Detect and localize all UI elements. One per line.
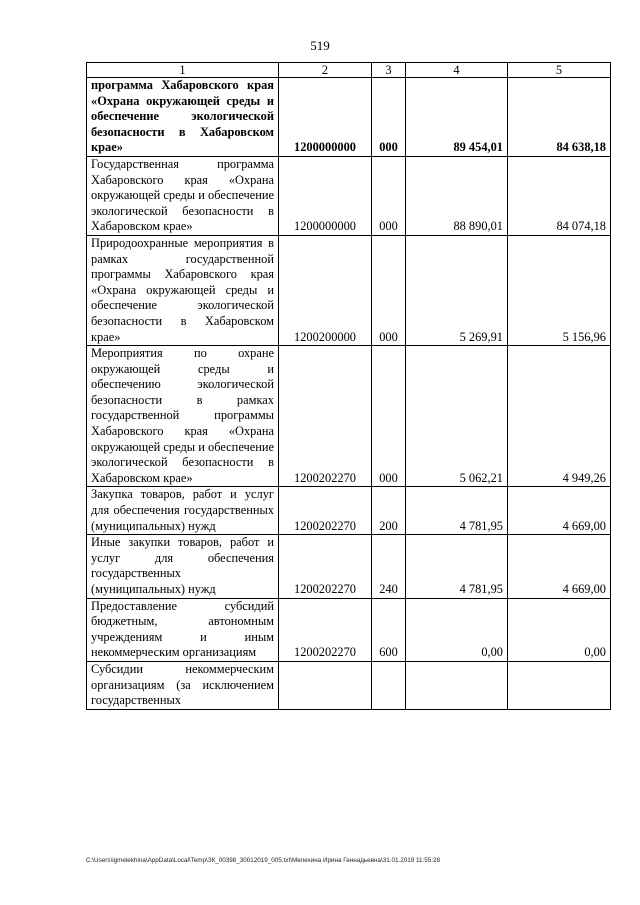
row-sum2-cell: 84 074,18 xyxy=(508,156,611,235)
table-row xyxy=(87,156,611,235)
column-header-sum2: 5 xyxy=(508,63,611,78)
column-header-vr: 3 xyxy=(372,63,406,78)
row-sum1-cell: 89 454,01 xyxy=(406,78,508,157)
row-sum2-cell: 84 638,18 xyxy=(508,78,611,157)
row-name-cell: Иные закупки товаров, работ и услуг для обеспечения государственных (муниципальных) нужд xyxy=(87,535,279,598)
row-name-cell: Государственная программа Хабаровского края «Охрана окружающей среды и обеспечение экологической безопасности в Хабаровском крае» xyxy=(87,156,279,235)
row-vr-cell xyxy=(372,661,406,709)
row-name-cell: Предоставление субсидий бюджетным, автономным учреждениям и иным некоммерческим организациям xyxy=(87,598,279,661)
row-sum2-cell: 4 669,00 xyxy=(508,487,611,535)
row-sum2-cell: 4 949,26 xyxy=(508,346,611,487)
budget-table xyxy=(86,62,611,710)
row-sum1-cell: 4 781,95 xyxy=(406,487,508,535)
row-sum1-cell: 5 269,91 xyxy=(406,235,508,345)
row-sum2-cell: 0,00 xyxy=(508,598,611,661)
row-name-cell: Субсидии некоммерческим организациям (за исключением государственных xyxy=(87,661,279,709)
row-sum1-cell xyxy=(406,661,508,709)
table-row xyxy=(87,535,611,598)
table-row xyxy=(87,598,611,661)
table-header-row xyxy=(87,63,611,78)
table-body xyxy=(87,78,611,710)
row-sum1-cell: 0,00 xyxy=(406,598,508,661)
row-vr-cell: 000 xyxy=(372,346,406,487)
file-path-footer: C:\Users\igmelekhina\AppData\Local\Temp\ЗК_00398_30012019_005.txt\Мелехина Ирина Геннадьевна\31.01.2019 11:55:28 xyxy=(86,857,441,864)
row-vr-cell: 240 xyxy=(372,535,406,598)
row-sum1-cell: 4 781,95 xyxy=(406,535,508,598)
column-header-csr: 2 xyxy=(279,63,372,78)
row-vr-cell: 000 xyxy=(372,235,406,345)
table-row xyxy=(87,235,611,345)
row-csr-cell: 1200202270 xyxy=(279,598,372,661)
row-vr-cell: 200 xyxy=(372,487,406,535)
row-csr-cell: 1200000000 xyxy=(279,156,372,235)
row-sum1-cell: 5 062,21 xyxy=(406,346,508,487)
row-vr-cell: 000 xyxy=(372,78,406,157)
row-csr-cell: 1200202270 xyxy=(279,535,372,598)
table-row xyxy=(87,78,611,157)
column-header-name: 1 xyxy=(87,63,279,78)
row-vr-cell: 600 xyxy=(372,598,406,661)
table-row xyxy=(87,487,611,535)
row-name-cell: программа Хабаровского края «Охрана окружающей среды и обеспечение экологической безопасности в Хабаровском крае» xyxy=(87,78,279,157)
row-sum2-cell: 4 669,00 xyxy=(508,535,611,598)
column-header-sum1: 4 xyxy=(406,63,508,78)
row-sum2-cell xyxy=(508,661,611,709)
table-row xyxy=(87,346,611,487)
row-csr-cell: 1200202270 xyxy=(279,346,372,487)
row-csr-cell xyxy=(279,661,372,709)
row-sum2-cell: 5 156,96 xyxy=(508,235,611,345)
page-number: 519 xyxy=(310,38,330,53)
row-sum1-cell: 88 890,01 xyxy=(406,156,508,235)
row-name-cell: Природоохранные мероприятия в рамках государственной программы Хабаровского края «Охрана окружающей среды и обеспечение экологической безопасности в Хабаровском крае» xyxy=(87,235,279,345)
table-row xyxy=(87,661,611,709)
row-csr-cell: 1200000000 xyxy=(279,78,372,157)
row-vr-cell: 000 xyxy=(372,156,406,235)
row-name-cell: Закупка товаров, работ и услуг для обеспечения государственных (муниципальных) нужд xyxy=(87,487,279,535)
row-csr-cell: 1200200000 xyxy=(279,235,372,345)
row-csr-cell: 1200202270 xyxy=(279,487,372,535)
row-name-cell: Мероприятия по охране окружающей среды и обеспечению экологической безопасности в рамках государственной программы Хабаровского края «Охрана окружающей среды и обеспечение экологической безопасности в Хабаровском крае» xyxy=(87,346,279,487)
